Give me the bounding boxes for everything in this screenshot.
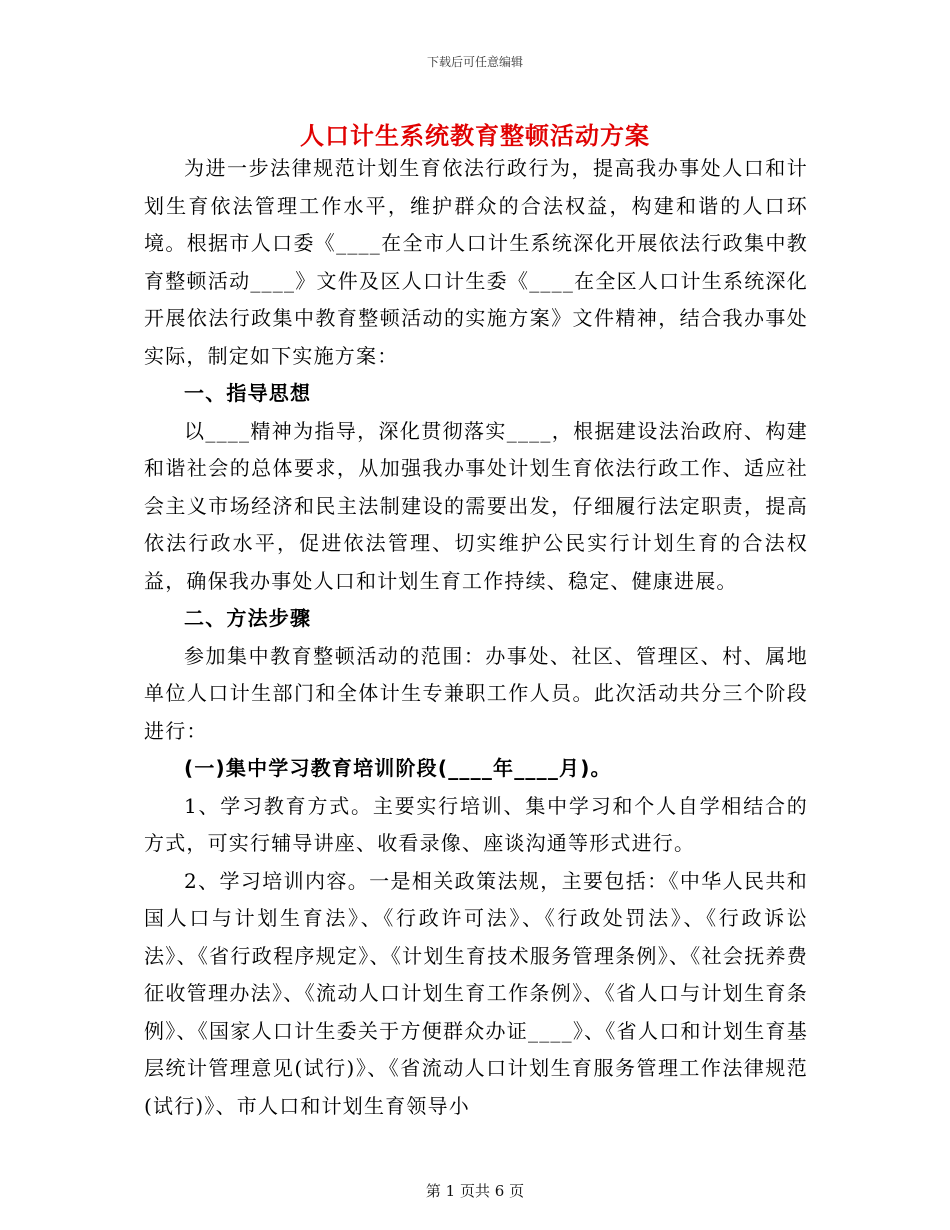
page-header: 下载后可任意编辑 xyxy=(426,55,523,69)
subsection-heading-stage-one: (一)集中学习教育培训阶段(____年____月)。 xyxy=(184,756,612,780)
document-body xyxy=(144,150,808,1125)
section-heading-method-steps: 二、方法步骤 xyxy=(184,606,312,630)
intro-paragraph: 为进一步法律规范计划生育依法行政行为，提高我办事处人口和计划生育依法管理工作水平，维护群众的合法权益，构建和谐的人口环境。根据市人口委《____在全市人口计生系统深化开展依法行政集中教育整顿活动____》文件及区人口计生委《____在全区人口计生系统深化开展依法行政集中教育整顿活动的实施方案》文件精神，结合我办事处实际，制定如下实施方案： xyxy=(144,156,808,368)
guiding-thought-paragraph: 以____精神为指导，深化贯彻落实____，根据建设法治政府、构建和谐社会的总体要求，从加强我办事处计划生育依法行政工作、适应社会主义市场经济和民主法制建设的需要出发，仔细履行法定职责，提高依法行政水平，促进依法管理、切实维护公民实行计划生育的合法权益，确保我办事处人口和计划生育工作持续、稳定、健康进展。 xyxy=(144,418,808,593)
scope-paragraph: 参加集中教育整顿活动的范围：办事处、社区、管理区、村、属地单位人口计生部门和全体计生专兼职工作人员。此次活动共分三个阶段进行： xyxy=(144,643,808,743)
section-heading-guiding-thought: 一、指导思想 xyxy=(184,381,312,405)
document-title: 人口计生系统教育整顿活动方案 xyxy=(300,121,650,150)
study-content-paragraph: 2、学习培训内容。一是相关政策法规，主要包括：《中华人民共和国人口与计划生育法》、《行政许可法》、《行政处罚法》、《行政诉讼法》、《省行政程序规定》、《计划生育技术服务管理条例》、《社会抚养费征收管理办法》、《流动人口计划生育工作条例》、《省人口与计划生育条例》、《国家人口计生委关于方便群众办证____》、《省人口和计划生育基层统计管理意见(试行)》、《省流动人口计划生育服务管理工作法律规范(试行)》、市人口和计划生育领导小 xyxy=(144,868,808,1118)
page-footer: 第 1 页共 6 页 xyxy=(425,1182,525,1200)
study-method-paragraph: 1、学习教育方式。主要实行培训、集中学习和个人自学相结合的方式，可实行辅导讲座、收看录像、座谈沟通等形式进行。 xyxy=(144,793,808,855)
